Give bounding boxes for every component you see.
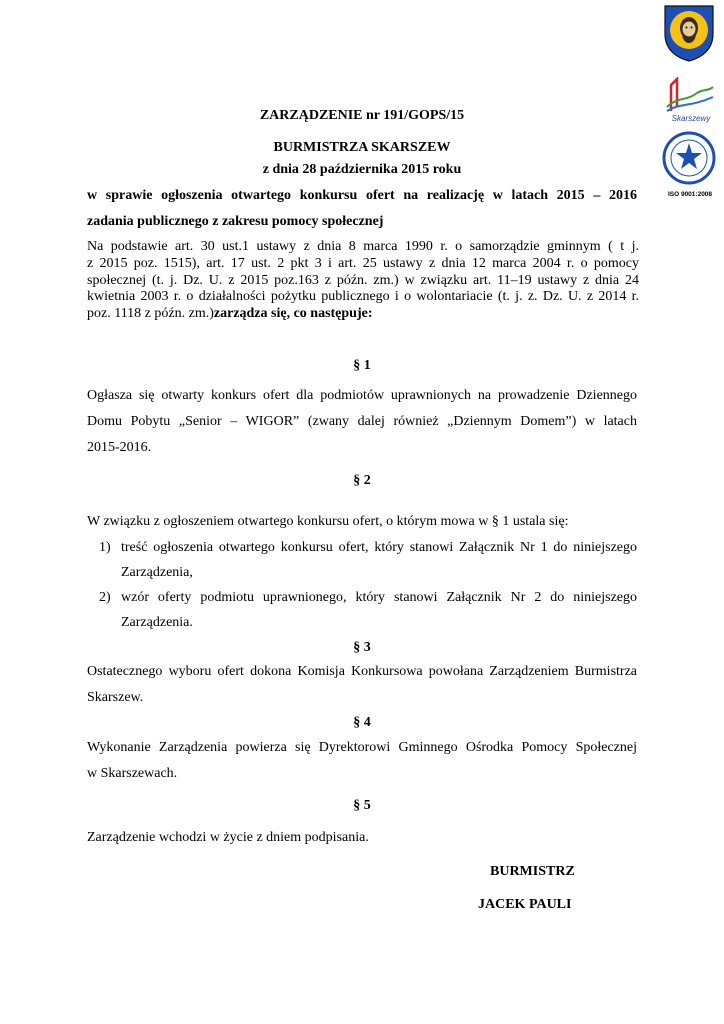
section-heading-3: § 3 [353,640,371,655]
subject-line-2: zadania publicznego z zakresu pomocy społecznej [87,214,384,229]
list-item-number: 2) [99,590,111,605]
signature-role: BURMISTRZ [490,864,575,879]
legal-basis-line: społecznej (t. j. Dz. U. z 2015 poz.163 z późn. zm.) w związku art. 11–19 ustawy z dnia 24 [87,272,639,288]
legal-basis-text: poz. 1118 z późn. zm.) [87,306,214,322]
legal-basis-line [87,306,639,323]
list-item-line: wzór oferty podmiotu uprawnionego, który stanowi Załącznik Nr 2 do niniejszego [121,590,637,605]
section-4-body [87,740,637,782]
section-line: Wykonanie Zarządzenia powierza się Dyrektorowi Gminnego Ośrodka Pomocy Społecznej [87,740,637,755]
section-line: Ogłasza się otwarty konkurs ofert dla podmiotów uprawnionych na prowadzenie Dziennego [87,388,637,403]
section-3-body [87,664,637,706]
section-heading-5: § 5 [353,798,371,813]
section-1-body [87,388,637,456]
section-2-intro: W związku z ogłoszeniem otwartego konkursu ofert, o którym mowa w § 1 ustala się: [87,514,569,529]
section-line: Skarszew. [87,690,144,705]
section-heading-1: § 1 [353,358,371,373]
document-title: ZARZĄDZENIE nr 191/GOPS/15 [259,108,465,123]
list-item-line: Zarządzenia, [121,565,193,580]
list-item-line: treść ogłoszenia otwartego konkursu ofert, który stanowi Załącznik Nr 1 do niniejszego [121,540,637,555]
list-item [121,590,637,631]
coat-of-arms-icon [663,4,715,62]
subject-line-1: w sprawie ogłoszenia otwartego konkursu ofert na realizację w latach 2015 – 2016 [87,188,637,203]
list-item-line: Zarządzenia. [121,615,193,630]
legal-basis-line: kwietnia 2003 r. o działalności pożytku publicznego i o wolontariacie (t. j. z. Dz. U. z 2014 r. [87,289,639,305]
document-date: z dnia 28 października 2015 roku [262,162,462,177]
section-heading-4: § 4 [353,715,371,730]
section-line: Ostatecznego wyboru ofert dokona Komisja Konkursowa powołana Zarządzeniem Burmistrza [87,664,637,679]
section-5-body: Zarządzenie wchodzi w życie z dniem podpisania. [87,830,369,845]
section-line: w Skarszewach. [87,766,178,781]
section-line: Domu Pobytu „Senior – WIGOR” (zwany dalej również „Dziennym Domem”) w latach [87,414,637,429]
town-logo-text: Skarszewy [671,114,711,123]
section-line: 2015-2016. [87,440,152,455]
legal-basis-line: z 2015 poz. 1515), art. 17 ust. 2 pkt 3 i art. 25 ustawy z dnia 12 marca 2004 r. o pomocy [87,255,639,271]
list-item-number: 1) [99,540,111,555]
legal-basis-line: Na podstawie art. 30 ust.1 ustawy z dnia 8 marca 1990 r. o samorządzie gminnym ( t j. [87,239,639,254]
decision-phrase: zarządza się, co następuje: [213,306,373,322]
iso-certificate-label: ISO 9001:2008 [667,191,713,198]
issuing-authority: BURMISTRZA SKARSZEW [273,140,451,155]
signature-name: JACEK PAULI [478,897,572,912]
list-item [121,540,637,581]
section-heading-2: § 2 [353,473,371,488]
legal-basis [87,239,639,323]
